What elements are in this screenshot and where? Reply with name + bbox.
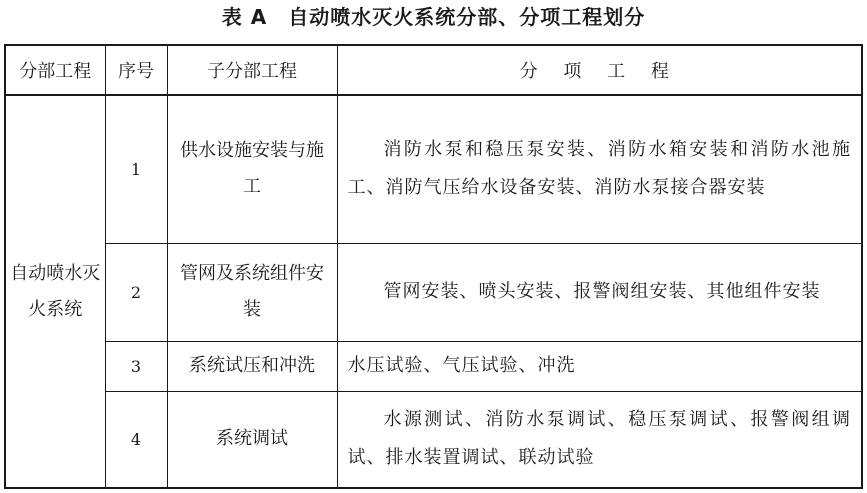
table-row: [5, 341, 862, 391]
subdivision-cell: 系统调试: [167, 391, 337, 488]
table-row: [5, 95, 862, 243]
subdivision-cell: 系统试压和冲洗: [167, 341, 337, 391]
items-cell: 消防水泵和稳压泵安装、消防水箱安装和消防水池施工、消防气压给水设备安装、消防水泵接合器安装: [337, 95, 862, 243]
subdivision-cell: 管网及系统组件安装: [167, 243, 337, 341]
row-number: 4: [105, 391, 167, 488]
row-number: 3: [105, 341, 167, 391]
header-division: 分部工程: [5, 45, 105, 95]
subdivision-cell: 供水设施安装与施工: [167, 95, 337, 243]
items-cell: 水源测试、消防水泵调试、稳压泵调试、报警阀组调试、排水装置调试、联动试验: [337, 391, 862, 488]
row-number: 1: [105, 95, 167, 243]
items-cell: 管网安装、喷头安装、报警阀组安装、其他组件安装: [337, 243, 862, 341]
division-table: [4, 44, 863, 489]
table-row: [5, 391, 862, 488]
header-number: 序号: [105, 45, 167, 95]
header-row: [5, 45, 862, 95]
division-cell: 自动喷水灭火系统: [5, 95, 105, 488]
table-title: 表 A 自动喷水灭火系统分部、分项工程划分: [221, 5, 646, 29]
items-cell: 水压试验、气压试验、冲洗: [337, 341, 862, 391]
header-items: 分 项 工 程: [337, 45, 862, 95]
header-subdivision: 子分部工程: [167, 45, 337, 95]
row-number: 2: [105, 243, 167, 341]
table-row: [5, 243, 862, 341]
